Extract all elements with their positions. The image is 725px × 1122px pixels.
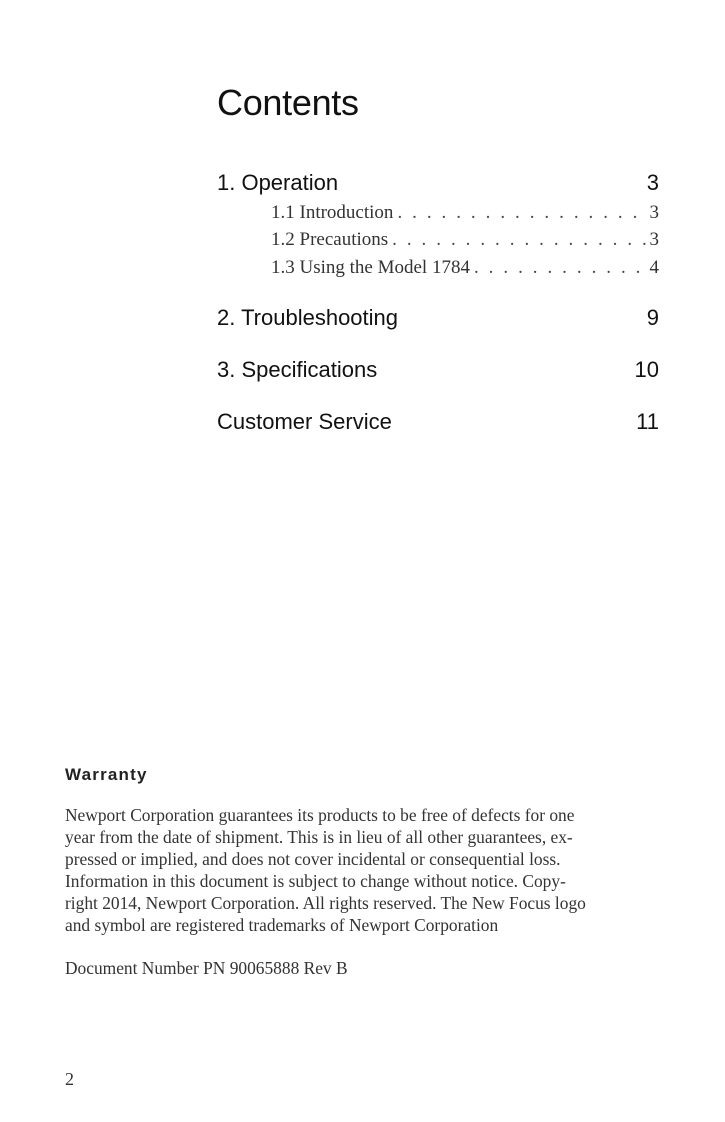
toc-entry-troubleshooting[interactable] (217, 305, 659, 331)
contents-title: Contents (217, 82, 359, 124)
toc-entry-label: 1.1 Introduction (271, 202, 394, 223)
toc-entry-label: 3. Specifications (217, 357, 378, 382)
warranty-line: Information in this document is subject to change without notice. Copy- (65, 871, 566, 891)
toc-entry-page: 3 (646, 170, 659, 195)
document-number: Document Number PN 90065888 Rev B (65, 958, 348, 978)
toc-entry-label: 1. Operation (217, 170, 339, 195)
toc-entry-label: 1.2 Precautions (271, 229, 389, 250)
toc-entry-customer-service[interactable] (217, 409, 659, 435)
toc-entry-page: 4 (649, 257, 659, 278)
toc-entry-label: 2. Troubleshooting (217, 305, 399, 330)
warranty-line: right 2014, Newport Corporation. All rights reserved. The New Focus logo (65, 893, 586, 913)
toc-entry-operation[interactable] (217, 170, 659, 196)
toc-entry-label: Customer Service (217, 409, 392, 434)
warranty-line: and symbol are registered trademarks of Newport Corporation (65, 915, 499, 935)
toc-entry-page: 3 (649, 229, 659, 250)
toc-entry-precautions[interactable] (271, 229, 659, 251)
toc-entry-page: 3 (649, 202, 659, 223)
toc-entry-label: 1.3 Using the Model 1784 (271, 257, 470, 278)
warranty-line: Newport Corporation guarantees its products to be free of defects for one (65, 805, 575, 825)
dot-leader (393, 202, 647, 224)
warranty-line: year from the date of shipment. This is in lieu of all other guarantees, ex- (65, 827, 573, 847)
warranty-heading: Warranty (65, 765, 148, 784)
dot-leader (470, 257, 648, 279)
dot-leader (388, 229, 647, 251)
toc-entry-page: 9 (646, 305, 659, 330)
warranty-line: pressed or implied, and does not cover incidental or consequential loss. (65, 849, 561, 869)
toc-entry-page: 11 (636, 409, 659, 434)
toc-entry-using-model-1784[interactable] (271, 257, 659, 279)
toc-entry-page: 10 (634, 357, 659, 382)
toc-entry-specifications[interactable] (217, 357, 659, 383)
warranty-paragraph (65, 804, 645, 936)
toc-entry-introduction[interactable] (271, 202, 659, 224)
page-number: 2 (65, 1069, 74, 1089)
